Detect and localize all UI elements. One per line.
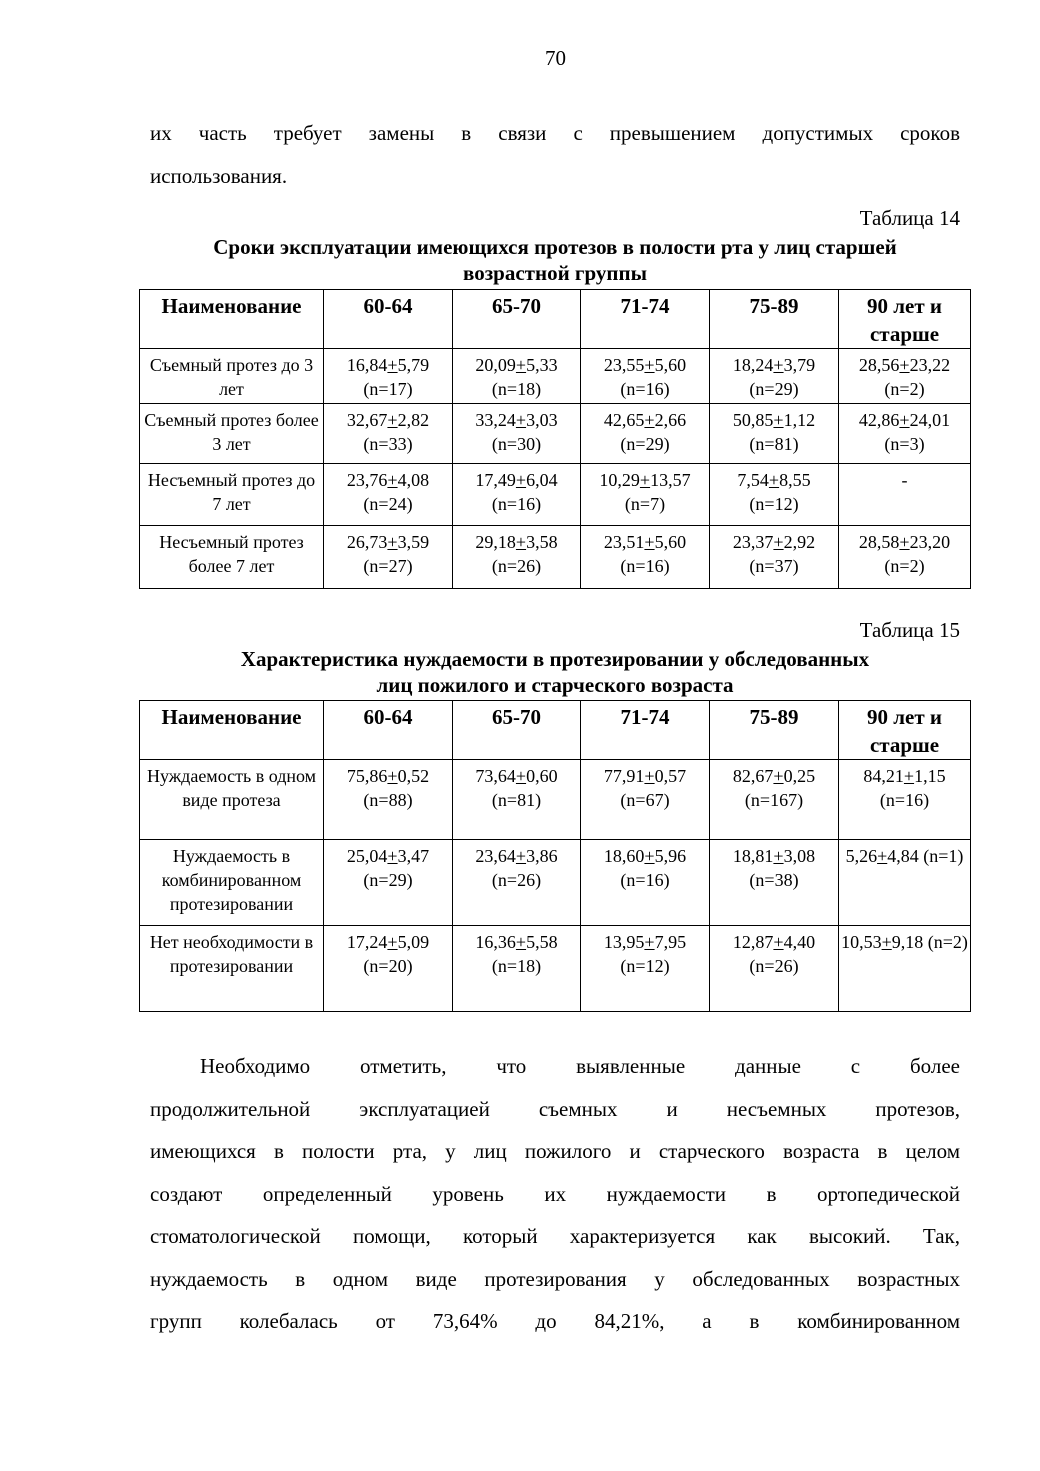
table-14-title <box>140 234 970 286</box>
value-cell: 12,87+4,40 (n=26) <box>710 926 839 1012</box>
value-cell: 18,81+3,08 (n=38) <box>710 840 839 926</box>
value-cell: 10,53+9,18 (n=2) <box>839 926 971 1012</box>
table-row <box>140 840 971 926</box>
table-row <box>140 926 971 1012</box>
row-name-cell: Несъемный протез до 7 лет <box>140 464 324 526</box>
value-cell: 82,67+0,25 (n=167) <box>710 760 839 840</box>
value-cell: 18,24+3,79 (n=29) <box>710 349 839 404</box>
header-cell: 75-89 <box>710 290 839 349</box>
header-cell: 75-89 <box>710 701 839 760</box>
value-cell: 32,67+2,82 (n=33) <box>324 404 453 464</box>
value-cell: 16,36+5,58 (n=18) <box>453 926 581 1012</box>
value-cell: 23,64+3,86 (n=26) <box>453 840 581 926</box>
value-cell: 5,26+4,84 (n=1) <box>839 840 971 926</box>
value-cell: 23,51+5,60 (n=16) <box>581 526 710 589</box>
table-15-title-line: Характеристика нуждаемости в протезировании у обследованных <box>240 647 870 671</box>
header-cell: 60-64 <box>324 701 453 760</box>
table-header-row <box>140 701 971 760</box>
row-name-cell: Нуждаемость в одном виде протеза <box>140 760 324 840</box>
value-cell: 42,65+2,66 (n=29) <box>581 404 710 464</box>
table-row <box>140 526 971 589</box>
value-cell: 23,55+5,60 (n=16) <box>581 349 710 404</box>
conclusion-paragraph <box>150 1045 960 1343</box>
header-cell: 90 лет и старше <box>839 290 971 349</box>
row-name-cell: Съемный протез более 3 лет <box>140 404 324 464</box>
value-cell: 18,60+5,96 (n=16) <box>581 840 710 926</box>
table-row <box>140 464 971 526</box>
table-row <box>140 349 971 404</box>
table-14-label: Таблица 14 <box>859 206 960 230</box>
intro-line: их часть требует замены в связи с превышением допустимых сроков <box>150 121 960 145</box>
paragraph-line: имеющихся в полости рта, у лиц пожилого и старческого возраста в целом <box>150 1139 960 1163</box>
value-cell: - <box>839 464 971 526</box>
table-15-label: Таблица 15 <box>859 618 960 642</box>
table-15 <box>139 700 971 1012</box>
value-cell: 29,18+3,58 (n=26) <box>453 526 581 589</box>
table-15-title <box>140 646 970 698</box>
value-cell: 77,91+0,57 (n=67) <box>581 760 710 840</box>
value-cell: 33,24+3,03 (n=30) <box>453 404 581 464</box>
table-14 <box>139 289 971 589</box>
paragraph-line: продолжительной эксплуатацией съемных и несъемных протезов, <box>150 1096 960 1121</box>
value-cell: 50,85+1,12 (n=81) <box>710 404 839 464</box>
value-cell: 42,86+24,01 (n=3) <box>839 404 971 464</box>
value-cell: 84,21+1,15 (n=16) <box>839 760 971 840</box>
value-cell: 17,24+5,09 (n=20) <box>324 926 453 1012</box>
value-cell: 23,76+4,08 (n=24) <box>324 464 453 526</box>
value-cell: 28,56+23,22 (n=2) <box>839 349 971 404</box>
header-cell: Наименование <box>140 290 324 349</box>
table-14-title-line: возрастной группы <box>463 261 647 285</box>
row-name-cell: Съемный протез до 3 лет <box>140 349 324 404</box>
value-cell: 23,37+2,92 (n=37) <box>710 526 839 589</box>
value-cell: 13,95+7,95 (n=12) <box>581 926 710 1012</box>
table-15-title-line: лиц пожилого и старческого возраста <box>376 673 734 697</box>
value-cell: 75,86+0,52 (n=88) <box>324 760 453 840</box>
value-cell: 28,58+23,20 (n=2) <box>839 526 971 589</box>
paragraph-line: нуждаемость в одном виде протезирования у обследованных возрастных <box>150 1266 960 1291</box>
header-cell: 90 лет и старше <box>839 701 971 760</box>
header-cell: 60-64 <box>324 290 453 349</box>
value-cell: 7,54+8,55 (n=12) <box>710 464 839 526</box>
row-name-cell: Нуждаемость в комбинированном протезировании <box>140 840 324 926</box>
header-cell: 65-70 <box>453 290 581 349</box>
paragraph-line: групп колебалась от 73,64% до 84,21%, а в комбинированном <box>150 1309 960 1333</box>
header-cell: 65-70 <box>453 701 581 760</box>
intro-line: использования. <box>150 163 288 188</box>
table-14-title-line: Сроки эксплуатации имеющихся протезов в полости рта у лиц старшей <box>213 235 897 259</box>
value-cell: 26,73+3,59 (n=27) <box>324 526 453 589</box>
header-cell: Наименование <box>140 701 324 760</box>
header-cell: 71-74 <box>581 701 710 760</box>
value-cell: 73,64+0,60 (n=81) <box>453 760 581 840</box>
table-row <box>140 760 971 840</box>
row-name-cell: Нет необходимости в протезировании <box>140 926 324 1012</box>
table-row <box>140 404 971 464</box>
value-cell: 10,29+13,57 (n=7) <box>581 464 710 526</box>
page-number: 70 <box>545 46 566 70</box>
paragraph-line: стоматологической помощи, который характеризуется как высокий. Так, <box>150 1224 960 1248</box>
intro-paragraph <box>150 112 960 197</box>
paragraph-line: создают определенный уровень их нуждаемости в ортопедической <box>150 1181 960 1206</box>
value-cell: 17,49+6,04 (n=16) <box>453 464 581 526</box>
value-cell: 20,09+5,33 (n=18) <box>453 349 581 404</box>
value-cell: 16,84+5,79 (n=17) <box>324 349 453 404</box>
header-cell: 71-74 <box>581 290 710 349</box>
value-cell: 25,04+3,47 (n=29) <box>324 840 453 926</box>
row-name-cell: Несъемный протез более 7 лет <box>140 526 324 589</box>
table-header-row <box>140 290 971 349</box>
paragraph-line: Необходимо отметить, что выявленные данные с более <box>200 1054 960 1078</box>
